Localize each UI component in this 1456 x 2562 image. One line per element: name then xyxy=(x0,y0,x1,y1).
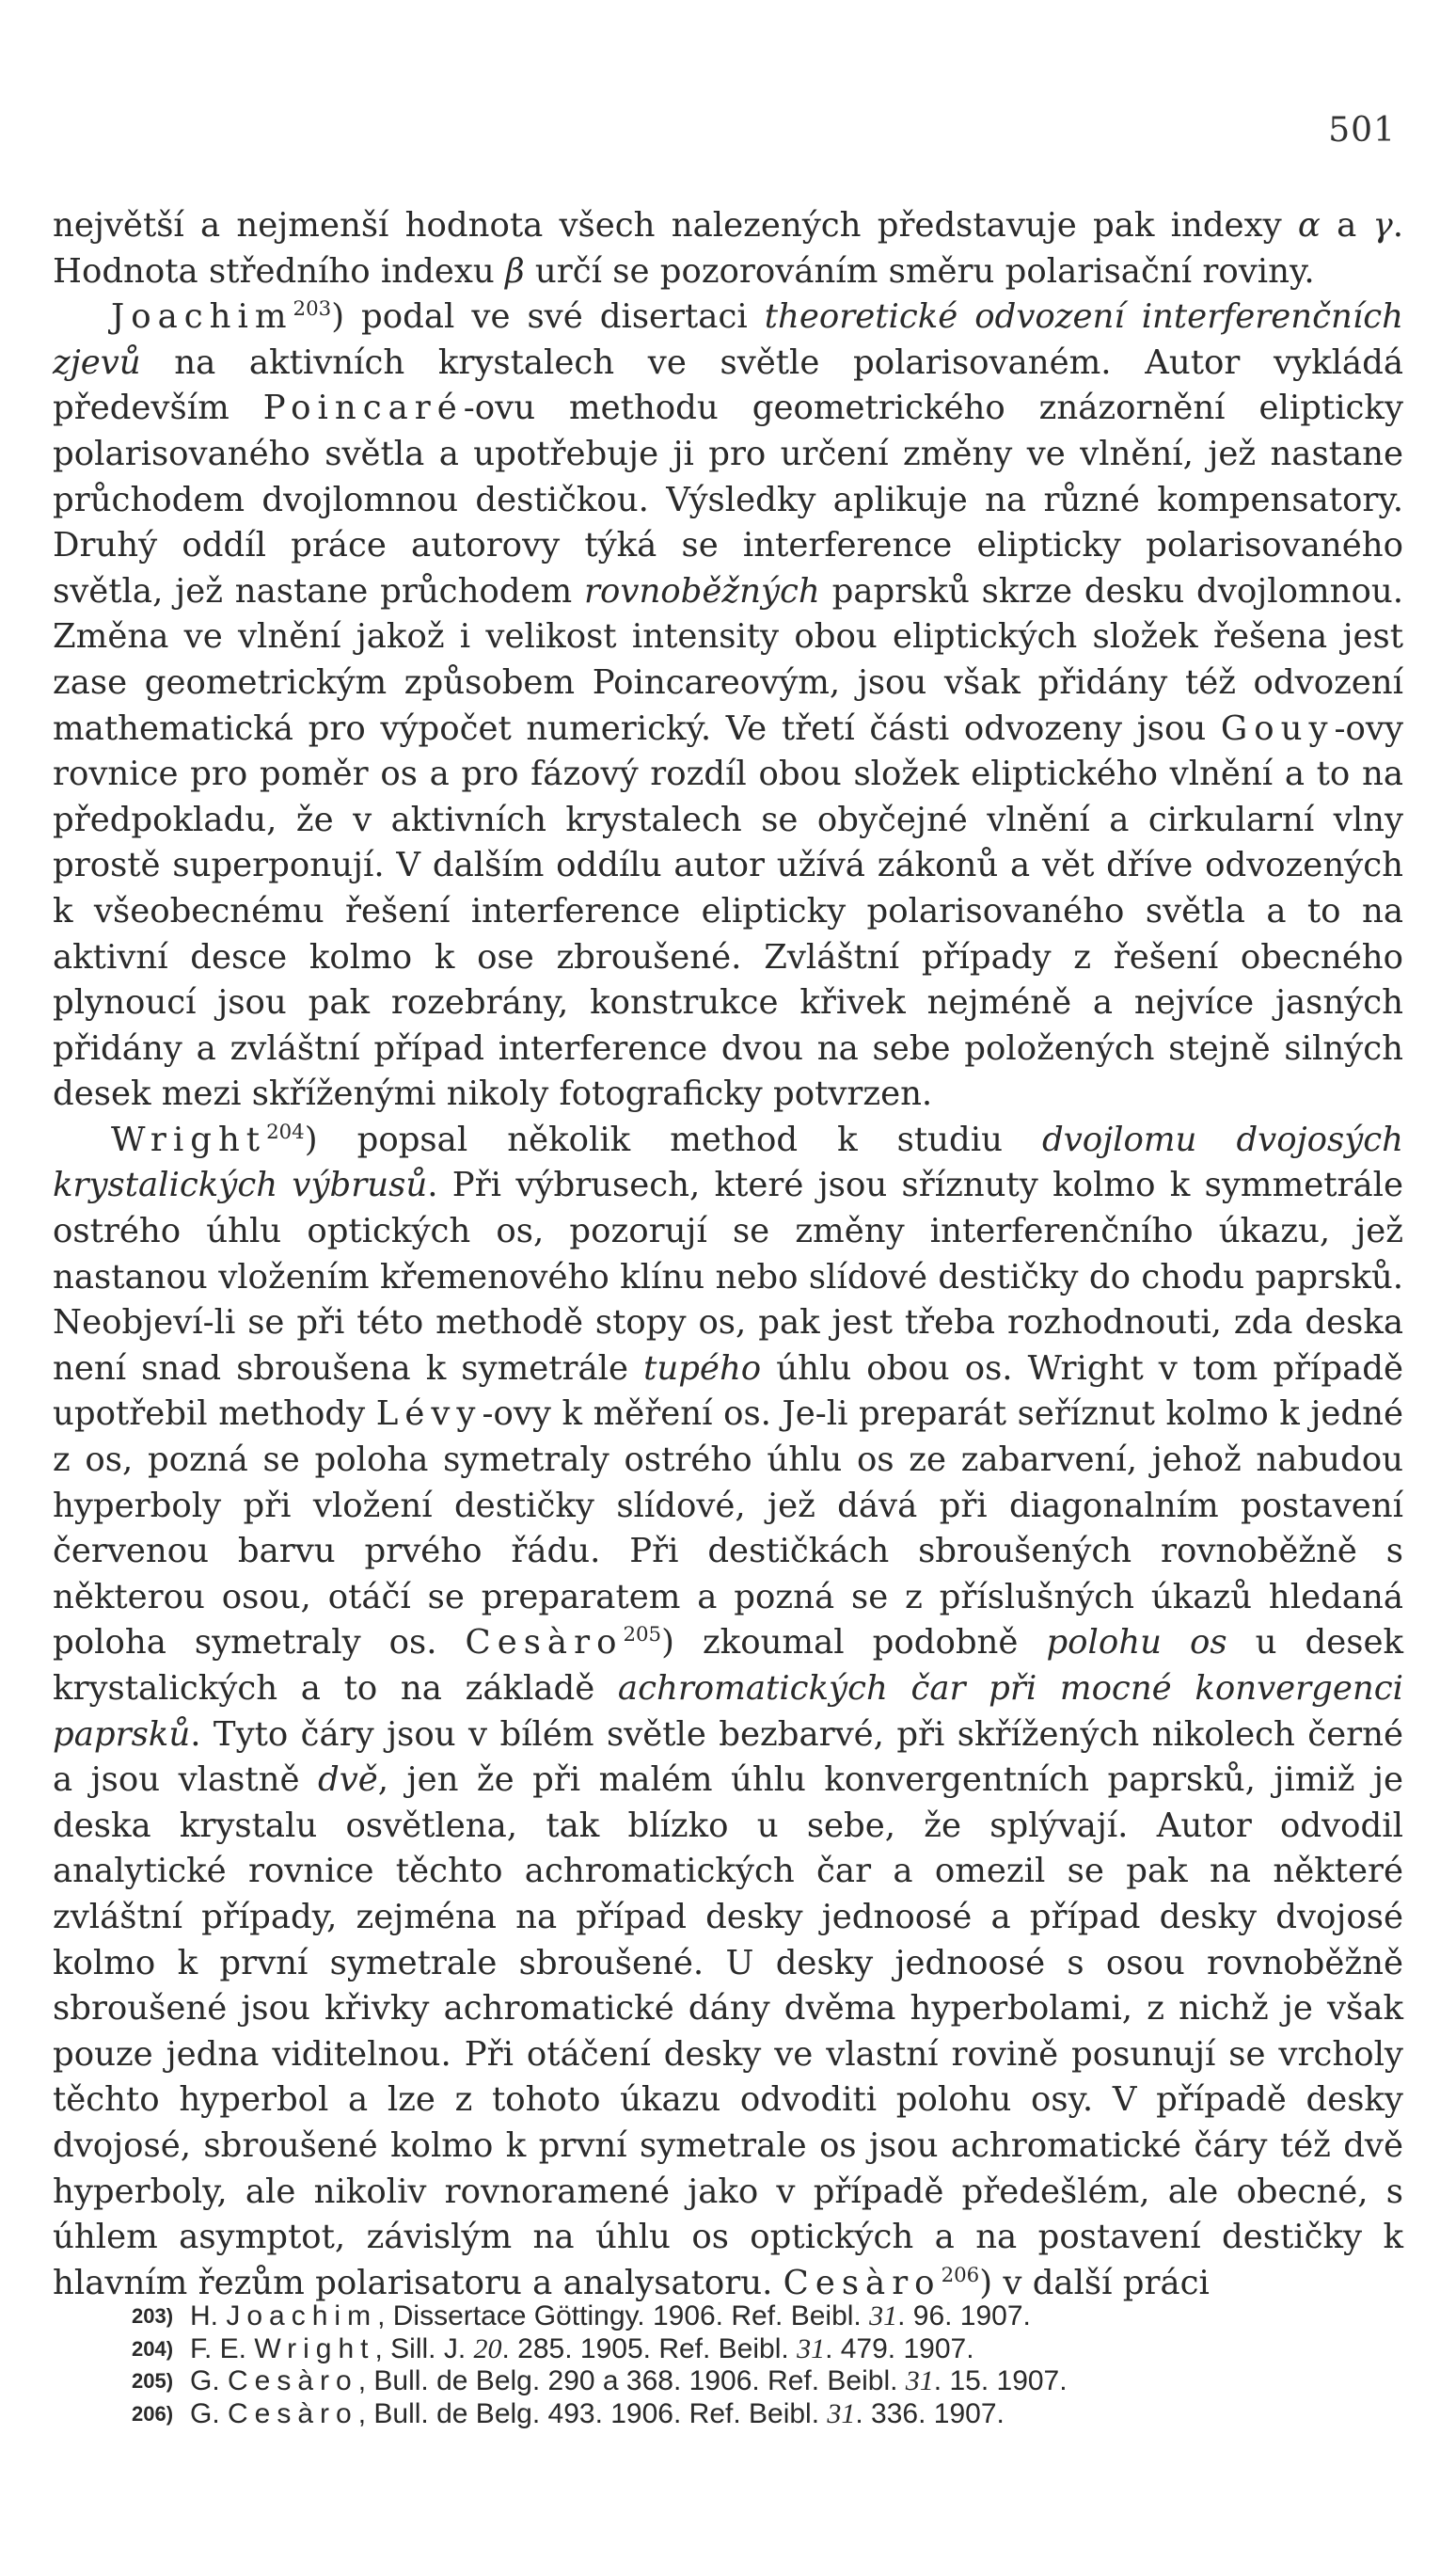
text-run: . Při výbrusech, které jsou sříznuty kolmo k symmetrále ostrého úhlu optických os, pozorují se změny interferenčního úkazu, jež nastanou vložením křemenového klínu nebo slídové destičky do chodu paprsků. Neobjeví-li se při této methodě stopy os, pak jest třeba rozhodnouti, zda deska není snad sbroušena k symetrále xyxy=(53,1166,1404,1388)
spaced-name: Lévy xyxy=(375,1394,483,1434)
text-run: a xyxy=(1320,206,1373,245)
italic-text: theoretické odvození interferenčních zjevů xyxy=(53,297,1403,382)
text-run: ) podal ve své disertaci xyxy=(331,297,765,337)
spaced-name: Cesàro xyxy=(465,1623,624,1663)
footnote-number: 204) xyxy=(132,2336,174,2361)
spaced-name: Joachim xyxy=(226,2300,378,2331)
text-run: . 336. 1907. xyxy=(855,2397,1005,2429)
text-run: G. xyxy=(190,2365,229,2396)
italic-text: 31 xyxy=(905,2365,934,2396)
spaced-name: Wright xyxy=(254,2332,375,2364)
text-run: -ovu methodu geometrického znázornění elipticky polarisovaného světla a upotřebuje ji pro určení změny ve vlnění, jež nastane průchodem dvojlomnou destičkou. Výsledky aplikuje na různé kompensatory. Druhý oddíl práce autorovy týká se interference elipticky polarisovaného světla, jež nastane průchodem xyxy=(53,389,1403,611)
footnote-ref: 203 xyxy=(293,297,332,322)
body-text xyxy=(53,203,1403,2306)
text-run: G. xyxy=(190,2397,229,2429)
italic-text: tupého xyxy=(643,1348,762,1388)
text-run: , Bull. de Belg. 493. 1906. Ref. Beibl. xyxy=(357,2397,828,2429)
text-run: . 96. 1907. xyxy=(897,2300,1031,2331)
text-run: , Dissertace Göttingy. 1906. Ref. Beibl. xyxy=(377,2300,870,2331)
text-run: určí se pozorováním směru polarisační roviny. xyxy=(524,251,1315,291)
footnote xyxy=(132,2365,1411,2398)
italic-text: α xyxy=(1297,206,1321,245)
spaced-name: Cesàro xyxy=(783,2263,942,2302)
footnote-ref: 204 xyxy=(266,1121,305,1145)
spaced-name: Wright xyxy=(111,1120,267,1159)
text-run: . Tyto čáry jsou v bílém světle bezbarvé, při skřížených nikolech černé a jsou vlastně xyxy=(53,1714,1403,1800)
spaced-name: Poincaré xyxy=(262,389,464,428)
text-run: , Sill. J. xyxy=(374,2332,474,2364)
text-run: na aktivních krystalech ve světle polarisovaném. Autor vykládá především xyxy=(53,342,1403,428)
italic-text: 31 xyxy=(797,2332,826,2364)
italic-text: 31 xyxy=(869,2300,898,2331)
text-run: ) v další práci xyxy=(979,2263,1210,2302)
italic-text: dvojlomu dvojosých krystalických výbrusů xyxy=(53,1120,1403,1205)
text-run: F. E. xyxy=(190,2332,255,2364)
text-run: paprsků skrze desku dvojlomnou. Změna ve vlnění jakož i velikost intensity obou eliptických složek řešena jest zase geometrickým způsobem Poincareovým, jsou však přidány též odvození mathematická pro výpočet numerický. Ve třetí části odvozeny jsou xyxy=(53,571,1403,748)
text-run: u desek krystalických a to na základě xyxy=(53,1623,1403,1708)
page-number: 501 xyxy=(1328,111,1396,150)
text-run: H. xyxy=(190,2300,227,2331)
text-run: největší a nejmenší hodnota všech nalezených představuje pak indexy xyxy=(53,206,1298,245)
footnote-ref: 205 xyxy=(623,1623,662,1647)
paragraph xyxy=(53,294,1403,1118)
text-run: -ovy rovnice pro poměr os a pro fázový rozdíl obou složek eliptického vlnění a to na předpokladu, že v aktivních krystalech se obyčejné vlnění a cirkularní vlny prostě superponují. V dalším oddílu autor užívá zákonů a vět dříve odvozených k všeobecnému řešení interference elipticky polarisovaného světla a to na aktivní desce kolmo k ose zbroušené. Zvláštní případy z řešení obecného plynoucí jsou pak rozebrány, konstrukce křivek nejméně a nejvíce jasných přidány a zvláštní případ interference dvou na sebe položených stejně silných desek mezi skříženými nikoly fotograficky potvrzen. xyxy=(53,708,1403,1114)
footnote-number: 203) xyxy=(132,2304,174,2328)
footnote-number: 205) xyxy=(132,2369,174,2393)
footnote-number: 206) xyxy=(132,2401,174,2426)
text-run: , jen že při malém úhlu konvergentních paprsků, jimiž je deska krystalu osvětlena, tak blízko u sebe, že splývají. Autor odvodil analytické rovnice těchto achromatických čar a omezil se pak na některé zvláštní případy, zejména na případ desky jednoosé a případ desky dvojosé kolmo k první symetrale sbroušené. U desky jednoosé s osou rovnoběžně sbroušené jsou křivky achromatické dány dvěma hyperbolami, z nichž je však pouze jedna viditelnou. Při otáčení desky ve vlastní rovině posunují se vrcholy těchto hyperbol a lze z tohoto úkazu odvoditi polohu osy. V případě desky dvojosé, sbroušené kolmo k první symetrale os jsou achromatické čáry též dvě hyperboly, ale nikoliv rovnoramené jako v případě předešlém, ale obecné, s úhlem asymptot, závislým na úhlu os optických a na postavení destičky k hlavním řezům polarisatoru a analysatoru. xyxy=(53,1760,1403,2302)
text-run: . 285. 1905. Ref. Beibl. xyxy=(501,2332,798,2364)
footnote xyxy=(132,2398,1411,2431)
spaced-name: Cesàro xyxy=(228,2365,358,2396)
text-run: . Hodnota středního indexu xyxy=(53,206,1404,291)
italic-text: achromatických čar při mocné konvergenci paprsků xyxy=(53,1669,1403,1754)
paragraph xyxy=(53,203,1403,294)
spaced-name: Joachim xyxy=(111,297,293,337)
text-run: -ovy k měření os. Je-li preparát seříznut kolmo k jedné z os, pozná se poloha symetraly ostrého úhlu os ze zabarvení, jehož nabudou hyperboly při vložení destičky slídové, jež dává při diagonalním postavení červenou barvu prvého řádu. Při destičkách sbroušených rovnoběžně s některou osou, otáčí se preparatem a pozná se z příslušných úkazů hledaná poloha symetraly os. xyxy=(53,1394,1404,1663)
text-run: ) popsal několik method k studiu xyxy=(304,1120,1042,1159)
text-run: ) zkoumal podobně xyxy=(661,1623,1047,1663)
footnote xyxy=(132,2300,1411,2333)
italic-text: γ xyxy=(1372,206,1393,245)
paragraph xyxy=(53,1118,1403,2306)
text-run: úhlu obou os. Wright v tom případě upotřebil methody xyxy=(53,1348,1403,1434)
italic-text: 31 xyxy=(827,2397,856,2429)
footnote xyxy=(132,2333,1411,2366)
italic-text: rovnoběžných xyxy=(584,571,820,611)
italic-text: dvě xyxy=(318,1760,378,1800)
footnote-ref: 206 xyxy=(941,2263,980,2287)
spaced-name: Gouy xyxy=(1220,708,1335,748)
text-run: . 479. 1907. xyxy=(825,2332,974,2364)
text-run: , Bull. de Belg. 290 a 368. 1906. Ref. Beibl. xyxy=(357,2365,906,2396)
italic-text: polohu os xyxy=(1046,1623,1227,1663)
spaced-name: Cesàro xyxy=(228,2397,358,2429)
footnotes xyxy=(132,2300,1411,2430)
text-run: . 15. 1907. xyxy=(933,2365,1068,2396)
italic-text: 20 xyxy=(473,2332,502,2364)
italic-text: β xyxy=(505,251,525,291)
